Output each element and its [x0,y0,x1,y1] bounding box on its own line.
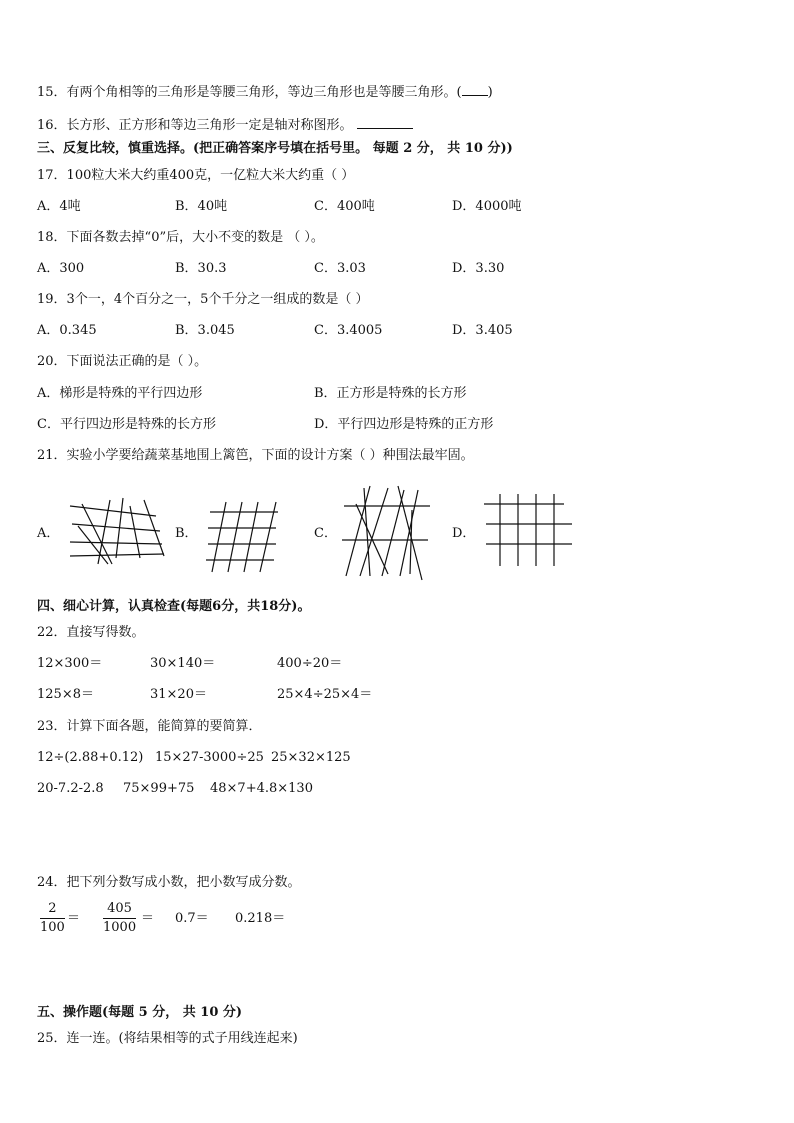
option-a[interactable]: A．300 [37,261,85,276]
fraction-1-denominator: 100 [40,920,65,935]
question-24-stem: 24．把下列分数写成小数，把小数写成分数。 [37,875,301,890]
option-c[interactable]: C．400吨 [314,199,375,214]
answer-blank[interactable] [462,82,488,96]
equals-sign: ＝ [67,911,81,926]
fence-figure-c [340,484,432,586]
question-15-close: ) [487,85,493,100]
option-c[interactable]: C．3.03 [314,261,366,276]
expression: 15×27-3000÷25 [155,750,264,765]
question-15-text: 15．有两个角相等的三角形是等腰三角形，等边三角形也是等腰三角形。( [37,85,462,100]
decimal-2: 0.218＝ [235,911,286,926]
fraction-1 [40,901,65,936]
expression: 25×32×125 [271,750,351,765]
fraction-2 [103,901,136,936]
question-25-stem: 25．连一连。(将结果相等的式子用线连起来) [37,1031,298,1046]
expression: 12÷(2.88+0.12) [37,750,144,765]
expression: 12×300＝ [37,656,103,671]
option-c-label[interactable]: C． [314,526,337,541]
option-b[interactable]: B．30.3 [175,261,227,276]
option-a[interactable]: A．4吨 [37,199,81,214]
expression: 20-7.2-2.8 [37,781,104,796]
option-c[interactable]: C．3.4005 [314,323,383,338]
fraction-2-denominator: 1000 [103,920,137,935]
section-3-heading: 三、反复比较，慎重选择。(把正确答案序号填在括号里。 每题 2 分， 共 10 分)) [37,141,513,156]
question-21-stem: 21．实验小学要给蔬菜基地围上篱笆，下面的设计方案（ ）种围法最牢固。 [37,448,474,463]
equals-sign: ＝ [141,911,155,926]
expression: 400÷20＝ [277,656,343,671]
question-22-stem: 22．直接写得数。 [37,625,145,640]
option-b-label[interactable]: B． [175,526,198,541]
option-a[interactable]: A．梯形是特殊的平行四边形 [37,386,203,401]
section-4-heading: 四、细心计算，认真检查(每题6分，共18分)。 [37,599,311,614]
question-15 [37,82,493,102]
question-16-text: 16．长方形、正方形和等边三角形一定是轴对称图形。 [37,118,353,133]
expression: 30×140＝ [150,656,216,671]
section-5-heading: 五、操作题(每题 5 分， 共 10 分) [37,1005,243,1020]
option-d-label[interactable]: D． [452,526,476,541]
question-16 [37,115,413,135]
option-c[interactable]: C．平行四边形是特殊的长方形 [37,417,216,432]
expression: 48×7+4.8×130 [210,781,313,796]
expression: 125×8＝ [37,687,94,702]
question-17-stem: 17．100粒大米大约重400克，一亿粒大米大约重（ ） [37,168,355,183]
question-20-stem: 20．下面说法正确的是（ ）。 [37,354,208,369]
question-19-stem: 19．3个一，4个百分之一，5个千分之一组成的数是（ ） [37,292,369,307]
fence-figure-a [68,496,168,572]
option-a[interactable]: A．0.345 [37,323,97,338]
option-a-label[interactable]: A． [37,526,60,541]
option-b[interactable]: B．40吨 [175,199,228,214]
decimal-1: 0.7＝ [175,911,209,926]
option-d[interactable]: D．3.30 [452,261,505,276]
fence-figure-b [206,500,282,580]
question-18-stem: 18．下面各数去掉“0”后，大小不变的数是 （ ）。 [37,230,324,245]
fraction-2-numerator: 405 [103,901,136,919]
expression: 75×99+75 [123,781,195,796]
option-d[interactable]: D．平行四边形是特殊的正方形 [314,417,494,432]
option-b[interactable]: B．3.045 [175,323,235,338]
expression: 25×4÷25×4＝ [277,687,373,702]
question-23-stem: 23．计算下面各题，能简算的要简算． [37,719,262,734]
option-d[interactable]: D．4000吨 [452,199,522,214]
option-b[interactable]: B．正方形是特殊的长方形 [314,386,467,401]
expression: 31×20＝ [150,687,207,702]
fraction-1-numerator: 2 [40,901,65,919]
answer-blank[interactable] [357,115,413,129]
fence-figure-d [482,492,574,576]
option-d[interactable]: D．3.405 [452,323,513,338]
